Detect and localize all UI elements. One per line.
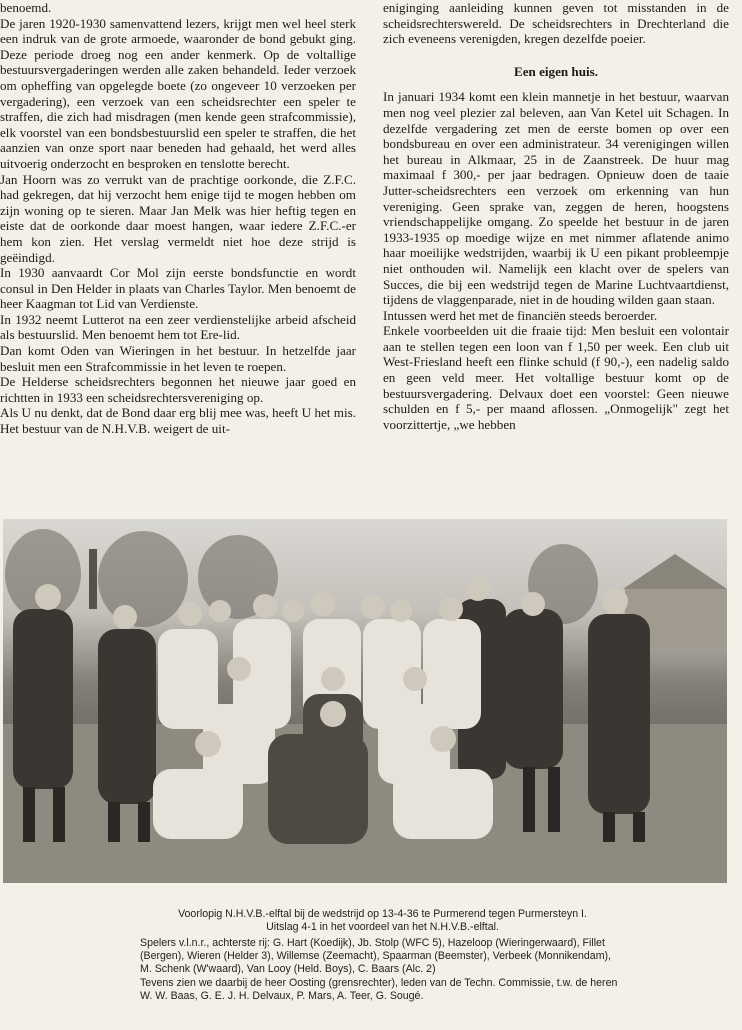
section-heading: Een eigen huis. bbox=[513, 63, 599, 79]
left-text-column bbox=[0, 0, 356, 437]
caption-players: Spelers v.l.n.r., achterste rij: G. Hart (Koedijk), Jb. Stolp (WFC 5), Hazeloop (Wieringerwaard), Fillet (Bergen), Wieren (Helder 3), Willemse (Zeemacht), Spaarman (Beemster), Verbeek (Monnikendam), M. Schenk (W'waard), Van Looy (Held. Boys), C. Baars (Alc. 2) bbox=[140, 937, 611, 976]
right-text-column bbox=[383, 0, 729, 432]
paragraph: benoemd. bbox=[0, 0, 52, 15]
team-photo bbox=[3, 519, 727, 883]
paragraph: In 1930 aanvaardt Cor Mol zijn eerste bondsfunctie en wordt consul in Den Helder in plaats van Charles Taylor. Men benoemt de heer Kaagman tot Lid van Verdienste. bbox=[0, 265, 356, 312]
paragraph: Als U nu denkt, dat de Bond daar erg blij mee was, heeft U het mis. Het bestuur van de N.H.V.B. weigert de uit- bbox=[0, 405, 356, 437]
paragraph: Dan komt Oden van Wieringen in het bestuur. In hetzelfde jaar besluit men een Strafcommissie in het leven te roepen. bbox=[0, 343, 356, 374]
team-photo-illustration bbox=[3, 519, 727, 883]
photo-caption-details bbox=[140, 937, 625, 1003]
paragraph: eniginging aanleiding kunnen geven tot misstanden in de scheidsrechterswereld. De scheidsrechters in Drechterland die zich eveneens verenigden, kregen dezelfde poeier. bbox=[383, 0, 729, 47]
paragraph: Jan Hoorn was zo verrukt van de prachtige oorkonde, die Z.F.C. had gekregen, dat hij verzocht hem enige tijd te mogen hebben om zijn woning op te sieren. Maar Jan Melk was hier heftig tegen en eiste dat de oorkonde daar moest hangen, waar iedere Z.F.C.-er hem kon zien. Het verslag vermeldt niet hoe deze strijd is geëindigd. bbox=[0, 171, 356, 265]
caption-line: Uitslag 4-1 in het voordeel van het N.H.V.B.-elftal. bbox=[266, 921, 499, 934]
paragraph: De jaren 1920-1930 samenvattend lezers, krijgt men wel heel sterk een indruk van de grote armoede, waaronder de bond gebukt ging. Deze periode droeg nog een ander kenmerk. Op de voltallige bestuursvergaderingen werden alle zaken behandeld. Ieder verzoek om opheffing van opgelegde boete (zo ongeveer 10 verzoeken per vergadering), een verzoek van een scheidsrechter een speler te straffen, die zich had misdragen (men kende geen strafcommissie), elk voorstel van een bondsbestuurslid een speler te straffen, die het aanzien van onze sport naar beneden had gehaald, het werd alles uitvoerig onderzocht en besproken en tenslotte berecht. bbox=[0, 15, 356, 171]
photo-caption-title bbox=[140, 908, 625, 934]
paragraph: In januari 1934 komt een klein mannetje in het bestuur, waarvan men nog veel plezier zal beleven, aan Van Ketel uit Schagen. In dezelfde vergadering zet men de eerste bomen op over een bondsbureau en over een administrateur. 34 verenigingen willen het bureau in Alkmaar, 25 in de Zaanstreek. De huur mag maximaal f 300,- per jaar bedragen. Opnieuw doen de taaie Jutter-scheidsrechters een verzoek om erkenning van hun vereniging. Geen sprake van, zeggen de heren, hoogstens vriendschappelijke omgang. Zo speelde het bestuur in de jaren 1933-1935 op moedige wijze en met nimmer aflatende animo haar moeilijke wedstrijden, waarbij ik U een pikant probleempje niet onthouden wil. Namelijk een klacht over de spelers van Succes, die bij een wedstrijd tegen de Marine Luchtvaartdienst, tijdens de vlaggenparade, niet in de houding wilden gaan staan. bbox=[383, 89, 729, 308]
paragraph: Intussen werd het met de financiën steeds beroerder. bbox=[383, 307, 658, 323]
paragraph: In 1932 neemt Lutterot na een zeer verdienstelijke arbeid afscheid als bestuurslid. Men benoemt hem tot Ere-lid. bbox=[0, 311, 356, 343]
paragraph: De Helderse scheidsrechters begonnen het nieuwe jaar goed en richtten in 1933 een scheidsrechtersvereniging op. bbox=[0, 374, 356, 405]
paragraph: Enkele voorbeelden uit die fraaie tijd: Men besluit een volontair aan te stellen tegen een loon van f 1,50 per week. Een club uit West-Friesland heeft een flinke schuld (f 90,-), een nadelig saldo en geen veld meer. Het voltallige bestuur komt op de bestuursvergadering. Delvaux doet een voorstel: Geen nieuwe schulden en f 5,- per maand aflossen. „Onmogelijk" zegt het voorzittertje, „we hebben bbox=[383, 323, 729, 432]
caption-line: Voorlopig N.H.V.B.-elftal bij de wedstrijd op 13-4-36 te Purmerend tegen Purmersteyn I. bbox=[178, 908, 587, 920]
caption-officials: Tevens zien we daarbij de heer Oosting (grensrechter), leden van de Techn. Commissie, t.w. de heren W. W. Baas, G. E. J. H. Delvaux, P. Mars, A. Teer, G. Sougé. bbox=[140, 976, 618, 1002]
